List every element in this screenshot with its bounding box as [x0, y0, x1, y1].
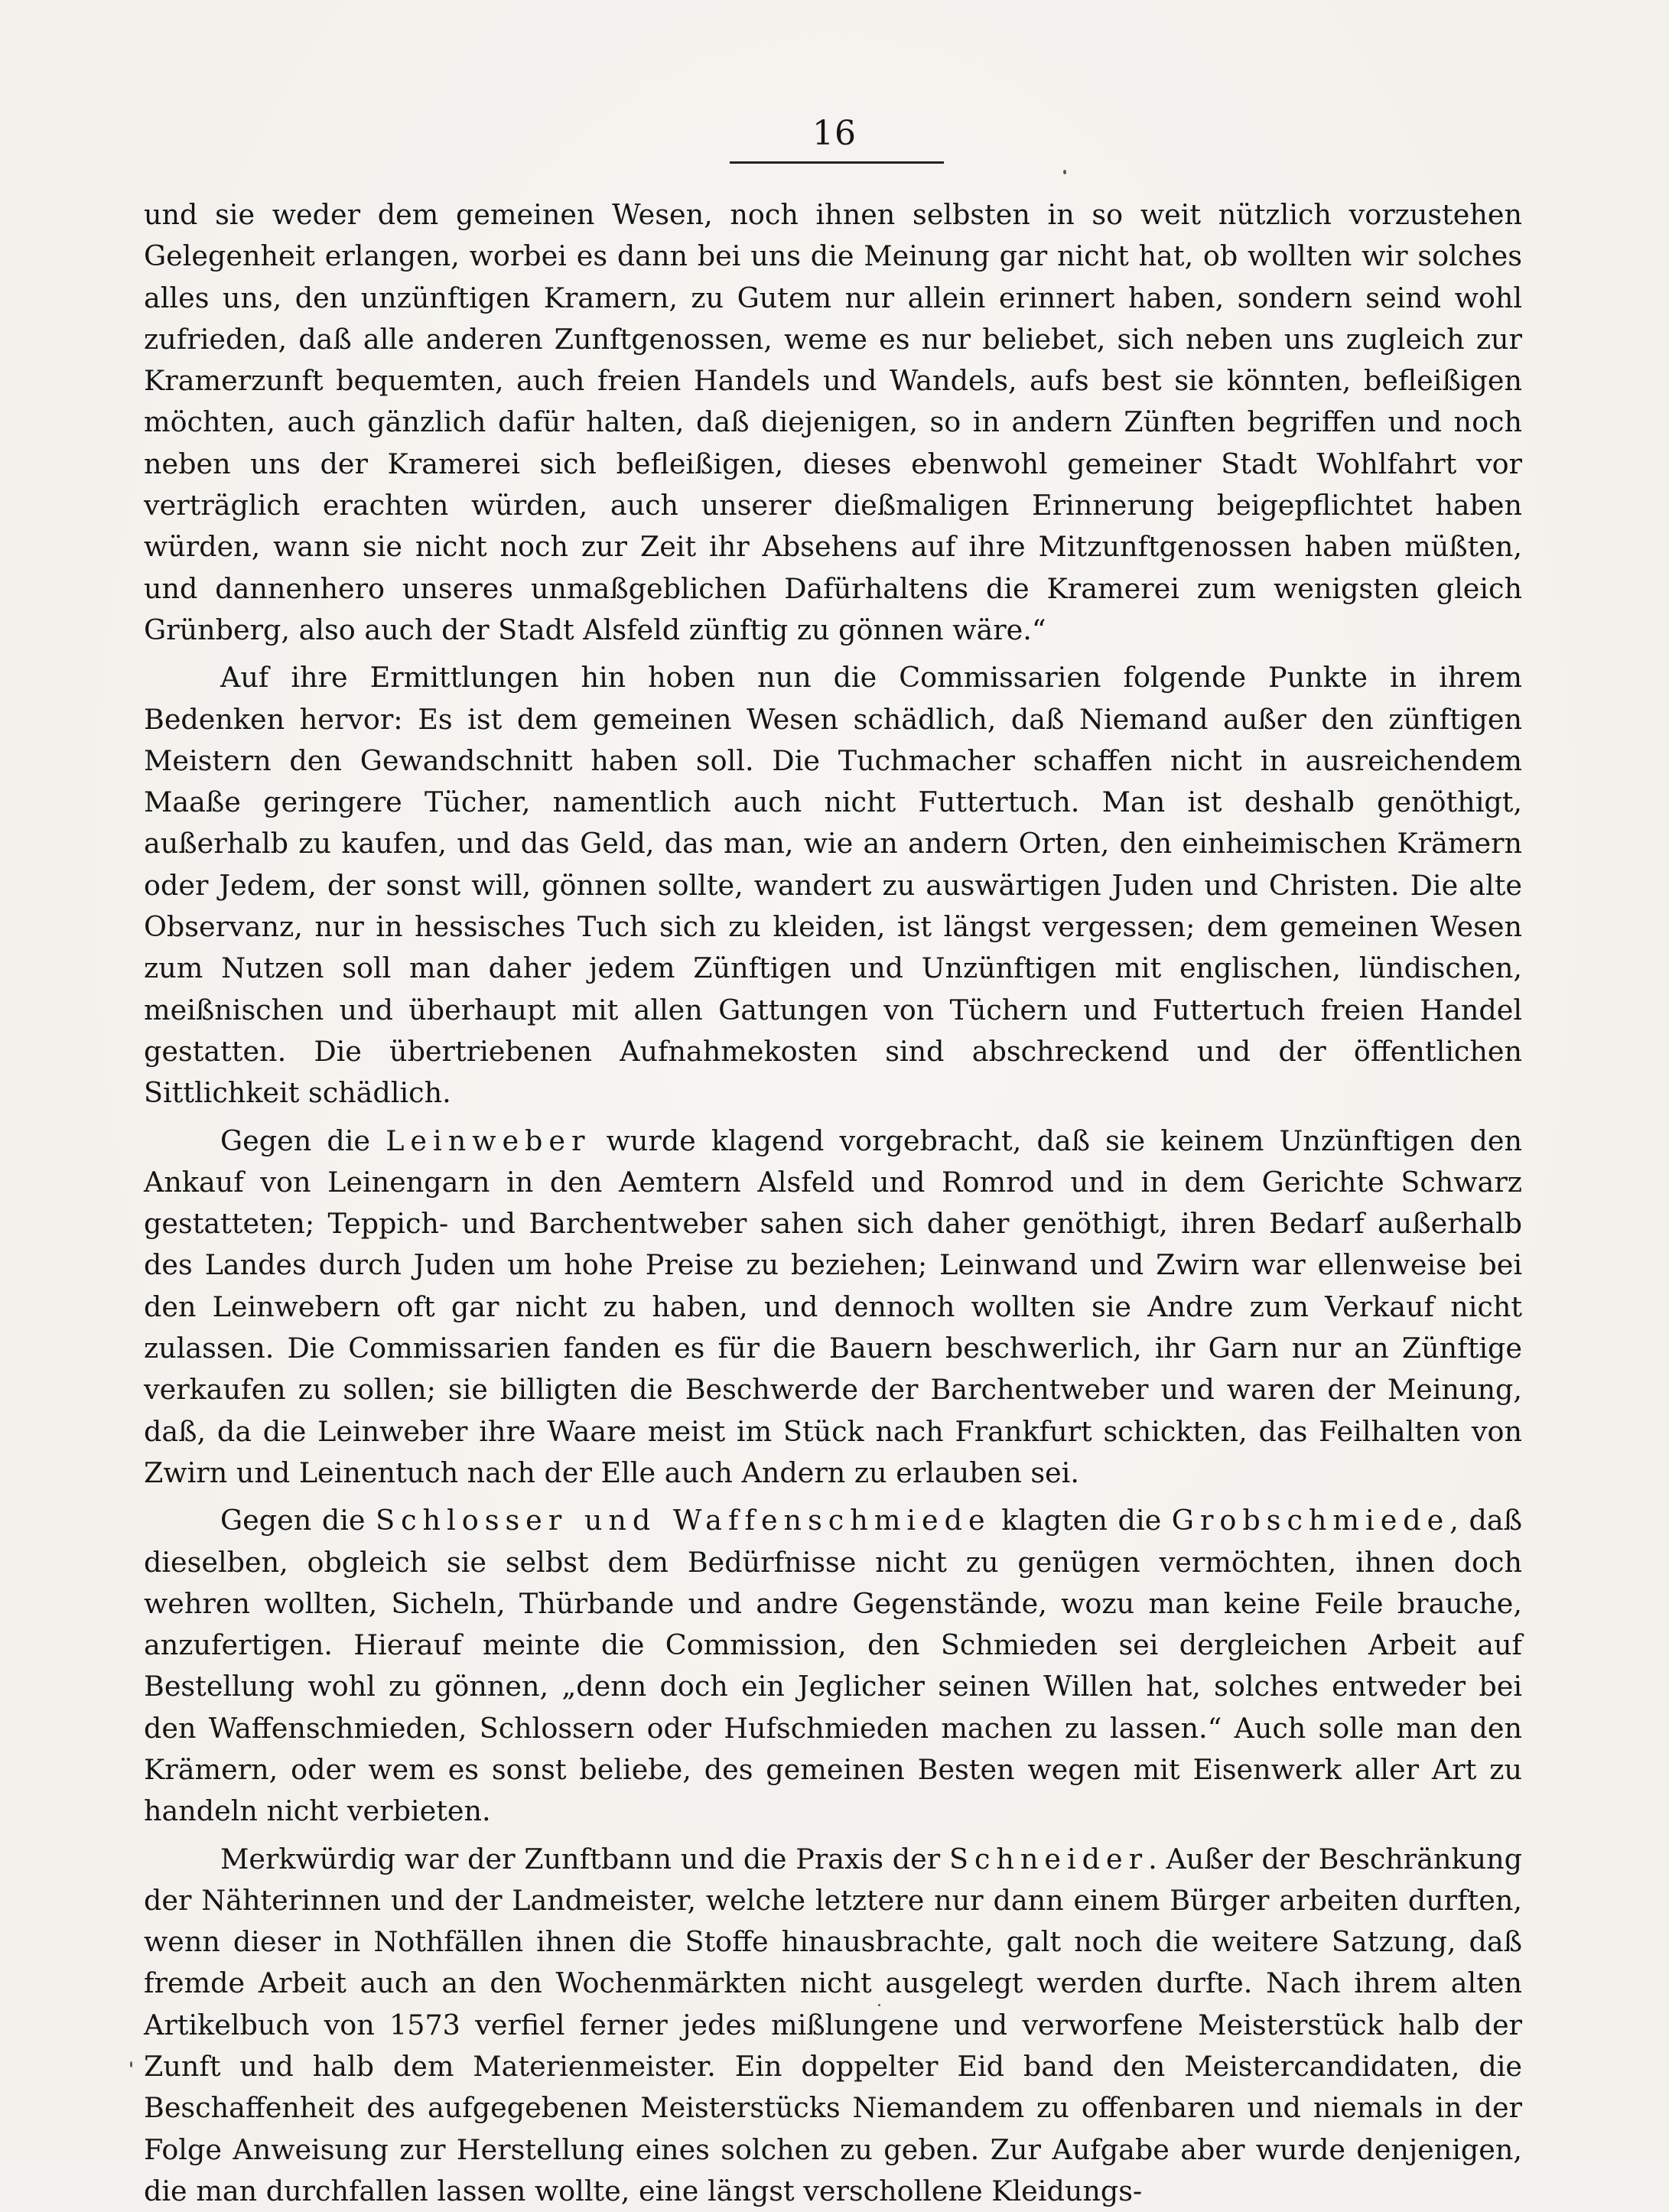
paragraph-4-spaced-term: Schlosser und Waffenschmiede [376, 1504, 991, 1537]
paragraph-3 [144, 1121, 1522, 1495]
paragraph-3-lead: Gegen die [220, 1124, 386, 1157]
paragraph-1-text: und sie weder dem gemeinen Wesen, noch ihnen selbsten in so weit nützlich vorzustehen Gelegenheit erlangen, worbei es dann bei uns die Meinung gar nicht hat, ob wollten wir solches alles uns, den unzünftigen Kramern, zu Gutem nur allein erinnert haben, sondern seind wohl zufrieden, daß alle anderen Zunftgenossen, weme es nur beliebet, sich neben uns zugleich zur Kramerzunft bequemten, auch freien Handels und Wandels, aufs best sie könnten, befleißigen möchten, auch gänzlich dafür halten, daß diejenigen, so in andern Zünften begriffen und noch neben uns der Kramerei sich befleißigen, dieses ebenwohl gemeiner Stadt Wohlfahrt vor verträglich erachten würden, auch unserer dießmaligen Erinnerung beigepflichtet haben würden, wann sie nicht noch zur Zeit ihr Absehens auf ihre Mitzunftgenossen haben müßten, und dannenhero unseres unmaßgeblichen Dafürhaltens die Kramerei zum wenigsten gleich Grünberg, also auch der Stadt Alsfeld zünftig zu gönnen wäre.“ [144, 198, 1522, 646]
paragraph-4-mid: klagten die [991, 1504, 1172, 1537]
page-number: 16 [812, 114, 857, 153]
paragraph-3-spaced-term: Leinweber [386, 1124, 591, 1157]
paragraph-1 [144, 194, 1522, 651]
paragraph-3-text: wurde klagend vorgebracht, daß sie keinem Unzünftigen den Ankauf von Leinengarn in den Aemtern Alsfeld und Romrod und in dem Gerichte Schwarz gestatteten; Teppich- und Barchentweber sahen sich daher genöthigt, ihren Bedarf außerhalb des Landes durch Juden um hohe Preise zu beziehen; Leinwand und Zwirn war ellenweise bei den Leinwebern oft gar nicht zu haben, und dennoch wollten sie Andre zum Verkauf nicht zulassen. Die Commissarien fanden es für die Bauern beschwerlich, ihr Garn nur an Zünftige verkaufen zu sollen; sie billigten die Beschwerde der Barchentweber und waren der Meinung, daß, da die Leinweber ihre Waare meist im Stück nach Frankfurt schickten, das Feilhalten von Zwirn und Leinentuch nach der Elle auch Andern zu erlauben sei. [144, 1124, 1523, 1489]
paragraph-5 [144, 1839, 1522, 2212]
paragraph-4-text: , daß dieselben, obgleich sie selbst dem Bedürfnisse nicht zu genügen vermöchten, ihnen doch wehren wollten, Sicheln, Thürbande und andre Gegenstände, wozu man keine Feile brauche, anzufertigen. Hierauf meinte die Commission, den Schmieden sei dergleichen Arbeit auf Bestellung wohl zu gönnen, „denn doch ein Jeglicher seinen Willen hat, solches entweder bei den Waffenschmieden, Schlossern oder Hufschmieden machen zu lassen.“ Auch solle man den Krämern, oder wem es sonst beliebe, des gemeinen Besten wegen mit Eisenwerk aller Art zu handeln nicht verbieten. [144, 1504, 1523, 1828]
header-rule [730, 161, 944, 164]
paragraph-2-text: Auf ihre Ermittlungen hin hoben nun die Commissarien folgende Punkte in ihrem Bedenken hervor: Es ist dem gemeinen Wesen schädlich, daß Niemand außer den zünftigen Meistern den Gewandschnitt haben soll. Die Tuchmacher schaffen nicht in ausreichendem Maaße geringere Tücher, namentlich auch nicht Futtertuch. Man ist deshalb genöthigt, außerhalb zu kaufen, und das Geld, das man, wie an andern Orten, den einheimischen Krämern oder Jedem, der sonst will, gönnen sollte, wandert zu auswärtigen Juden und Christen. Die alte Observanz, nur in hessisches Tuch sich zu kleiden, ist längst vergessen; dem gemeinen Wesen zum Nutzen soll man daher jedem Zünftigen und Unzünftigen mit englischen, lündischen, meißnischen und überhaupt mit allen Gattungen von Tüchern und Futtertuch freien Handel gestatten. Die übertriebenen Aufnahmekosten sind abschreckend und der öffentlichen Sittlichkeit schädlich. [144, 661, 1522, 1110]
paragraph-5-spaced-term: Schneider [948, 1842, 1149, 1875]
paragraph-5-lead: Merkwürdig war der Zunftbann und die Praxis der [220, 1842, 949, 1875]
paper-speck [878, 2004, 880, 2006]
paragraph-2 [144, 657, 1522, 1114]
paragraph-4-spaced-term-2: Grobschmiede [1171, 1504, 1450, 1537]
paragraph-4-lead: Gegen die [220, 1504, 376, 1537]
paragraph-5-text: . Außer der Beschränkung der Nähterinnen und der Landmeister, welche letztere nur dann einem Bürger arbeiten durften, wenn dieser in Nothfällen ihnen die Stoffe hinausbrachte, galt noch die weitere Satzung, daß fremde Arbeit auch an den Wochenmärkten nicht ausgelegt werden durfte. Nach ihrem alten Artikelbuch von 1573 verfiel ferner jedes mißlungene und verworfene Meisterstück halb der Zunft und halb dem Materienmeister. Ein doppelter Eid band den Meistercandidaten, die Beschaffenheit des aufgegebenen Meisterstücks Niemandem zu offenbaren und niemals in der Folge Anweisung zur Herstellung eines solchen zu geben. Zur Aufgabe aber wurde denjenigen, die man durchfallen lassen wollte, eine längst verschollene Kleidungs- [144, 1842, 1522, 2207]
body-text [144, 194, 1522, 2212]
paper-speck [1063, 170, 1066, 174]
paragraph-4 [144, 1500, 1522, 1832]
paper-speck [130, 2061, 132, 2067]
